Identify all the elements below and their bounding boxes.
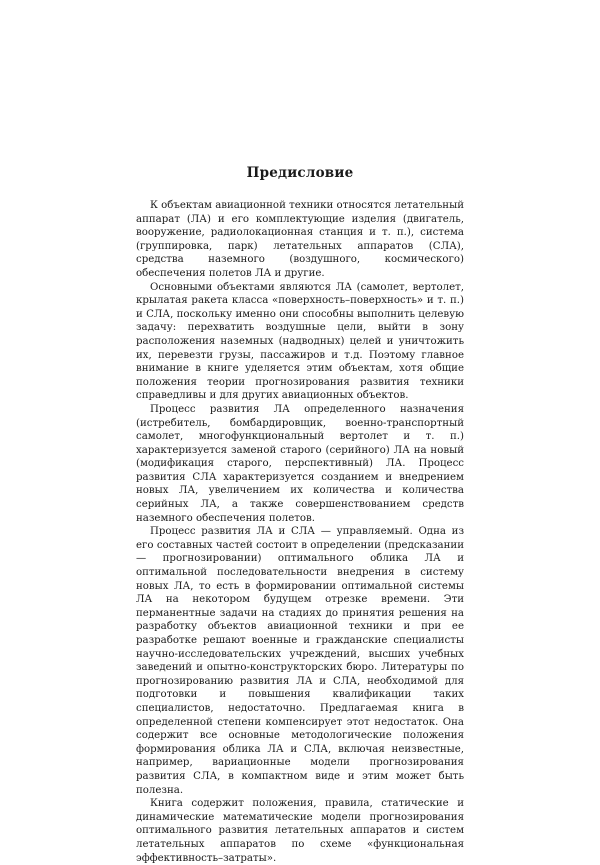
page-title: Предисловие — [246, 165, 354, 181]
paragraph-2: Основными объектами являются ЛА (самолет, вертолет, крылатая ракета класса «поверхность–поверхность» и т. п.) и СЛА, поскольку именно они способны выполнить целевую задачу: перехватить воздушные цели, выйти в зону расположения наземных (надводных) целей и уничтожить их, перевезти грузы, пассажиров и т.д. Поэтому главное внимание в книге уделяется этим объектам, хотя общие положения теории прогнозирования развития техники справедливы и для других авиационных объектов. — [136, 281, 464, 402]
paragraph-5: Книга содержит положения, правила, статические и динамические математические модели прогнозирования оптимального развития летательных аппаратов и систем летательных аппаратов по схеме «функциональная эффективность–затраты». — [136, 798, 464, 864]
preface-body — [136, 199, 464, 865]
paragraph-3: Процесс развития ЛА определенного назначения (истребитель, бомбардировщик, военно-транспортный самолет, многофункциональный вертолет и т. п.) характеризуется заменой старого (серийного) ЛА на новый (модификация старого, перспективный) ЛА. Процесс развития СЛА характеризуется созданием и внедрением новых ЛА, увеличением их количества и количества серийных ЛА, а также совершенствованием средств наземного обеспечения полетов. — [136, 403, 464, 524]
paragraph-1: К объектам авиационной техники относятся летательный аппарат (ЛА) и его комплектующие изделия (двигатель, вооружение, радиолокационная станция и т. п.), система (группировка, парк) летательных аппаратов (СЛА), средства наземного (воздушного, космического) обеспечения полетов ЛА и другие. — [136, 200, 464, 279]
paragraph-4: Процесс развития ЛА и СЛА — управляемый. Одна из его составных частей состоит в определении (предсказании — прогнозировании) оптимального облика ЛА и оптимальной последовательности внедрения в систему новых ЛА, то есть в формировании оптимальной системы ЛА на некотором будущем отрезке времени. Эти перманентные задачи на стадиях до принятия решения на разработку объектов авиационной техники и при ее разработке решают военные и гражданские специалисты научно-исследовательских учреждений, высших учебных заведений и опытно-конструкторских бюро. Литературы по прогнозированию развития ЛА и СЛА, необходимой для подготовки и повышения квалификации таких специалистов, недостаточно. Предлагаемая книга в определенной степени компенсирует этот недостаток. Она содержит все основные методологические положения формирования облика ЛА и СЛА, включая неизвестные, например, вариационные модели прогнозирования развития СЛА, в компактном виде и этим может быть полезна. — [136, 526, 464, 796]
